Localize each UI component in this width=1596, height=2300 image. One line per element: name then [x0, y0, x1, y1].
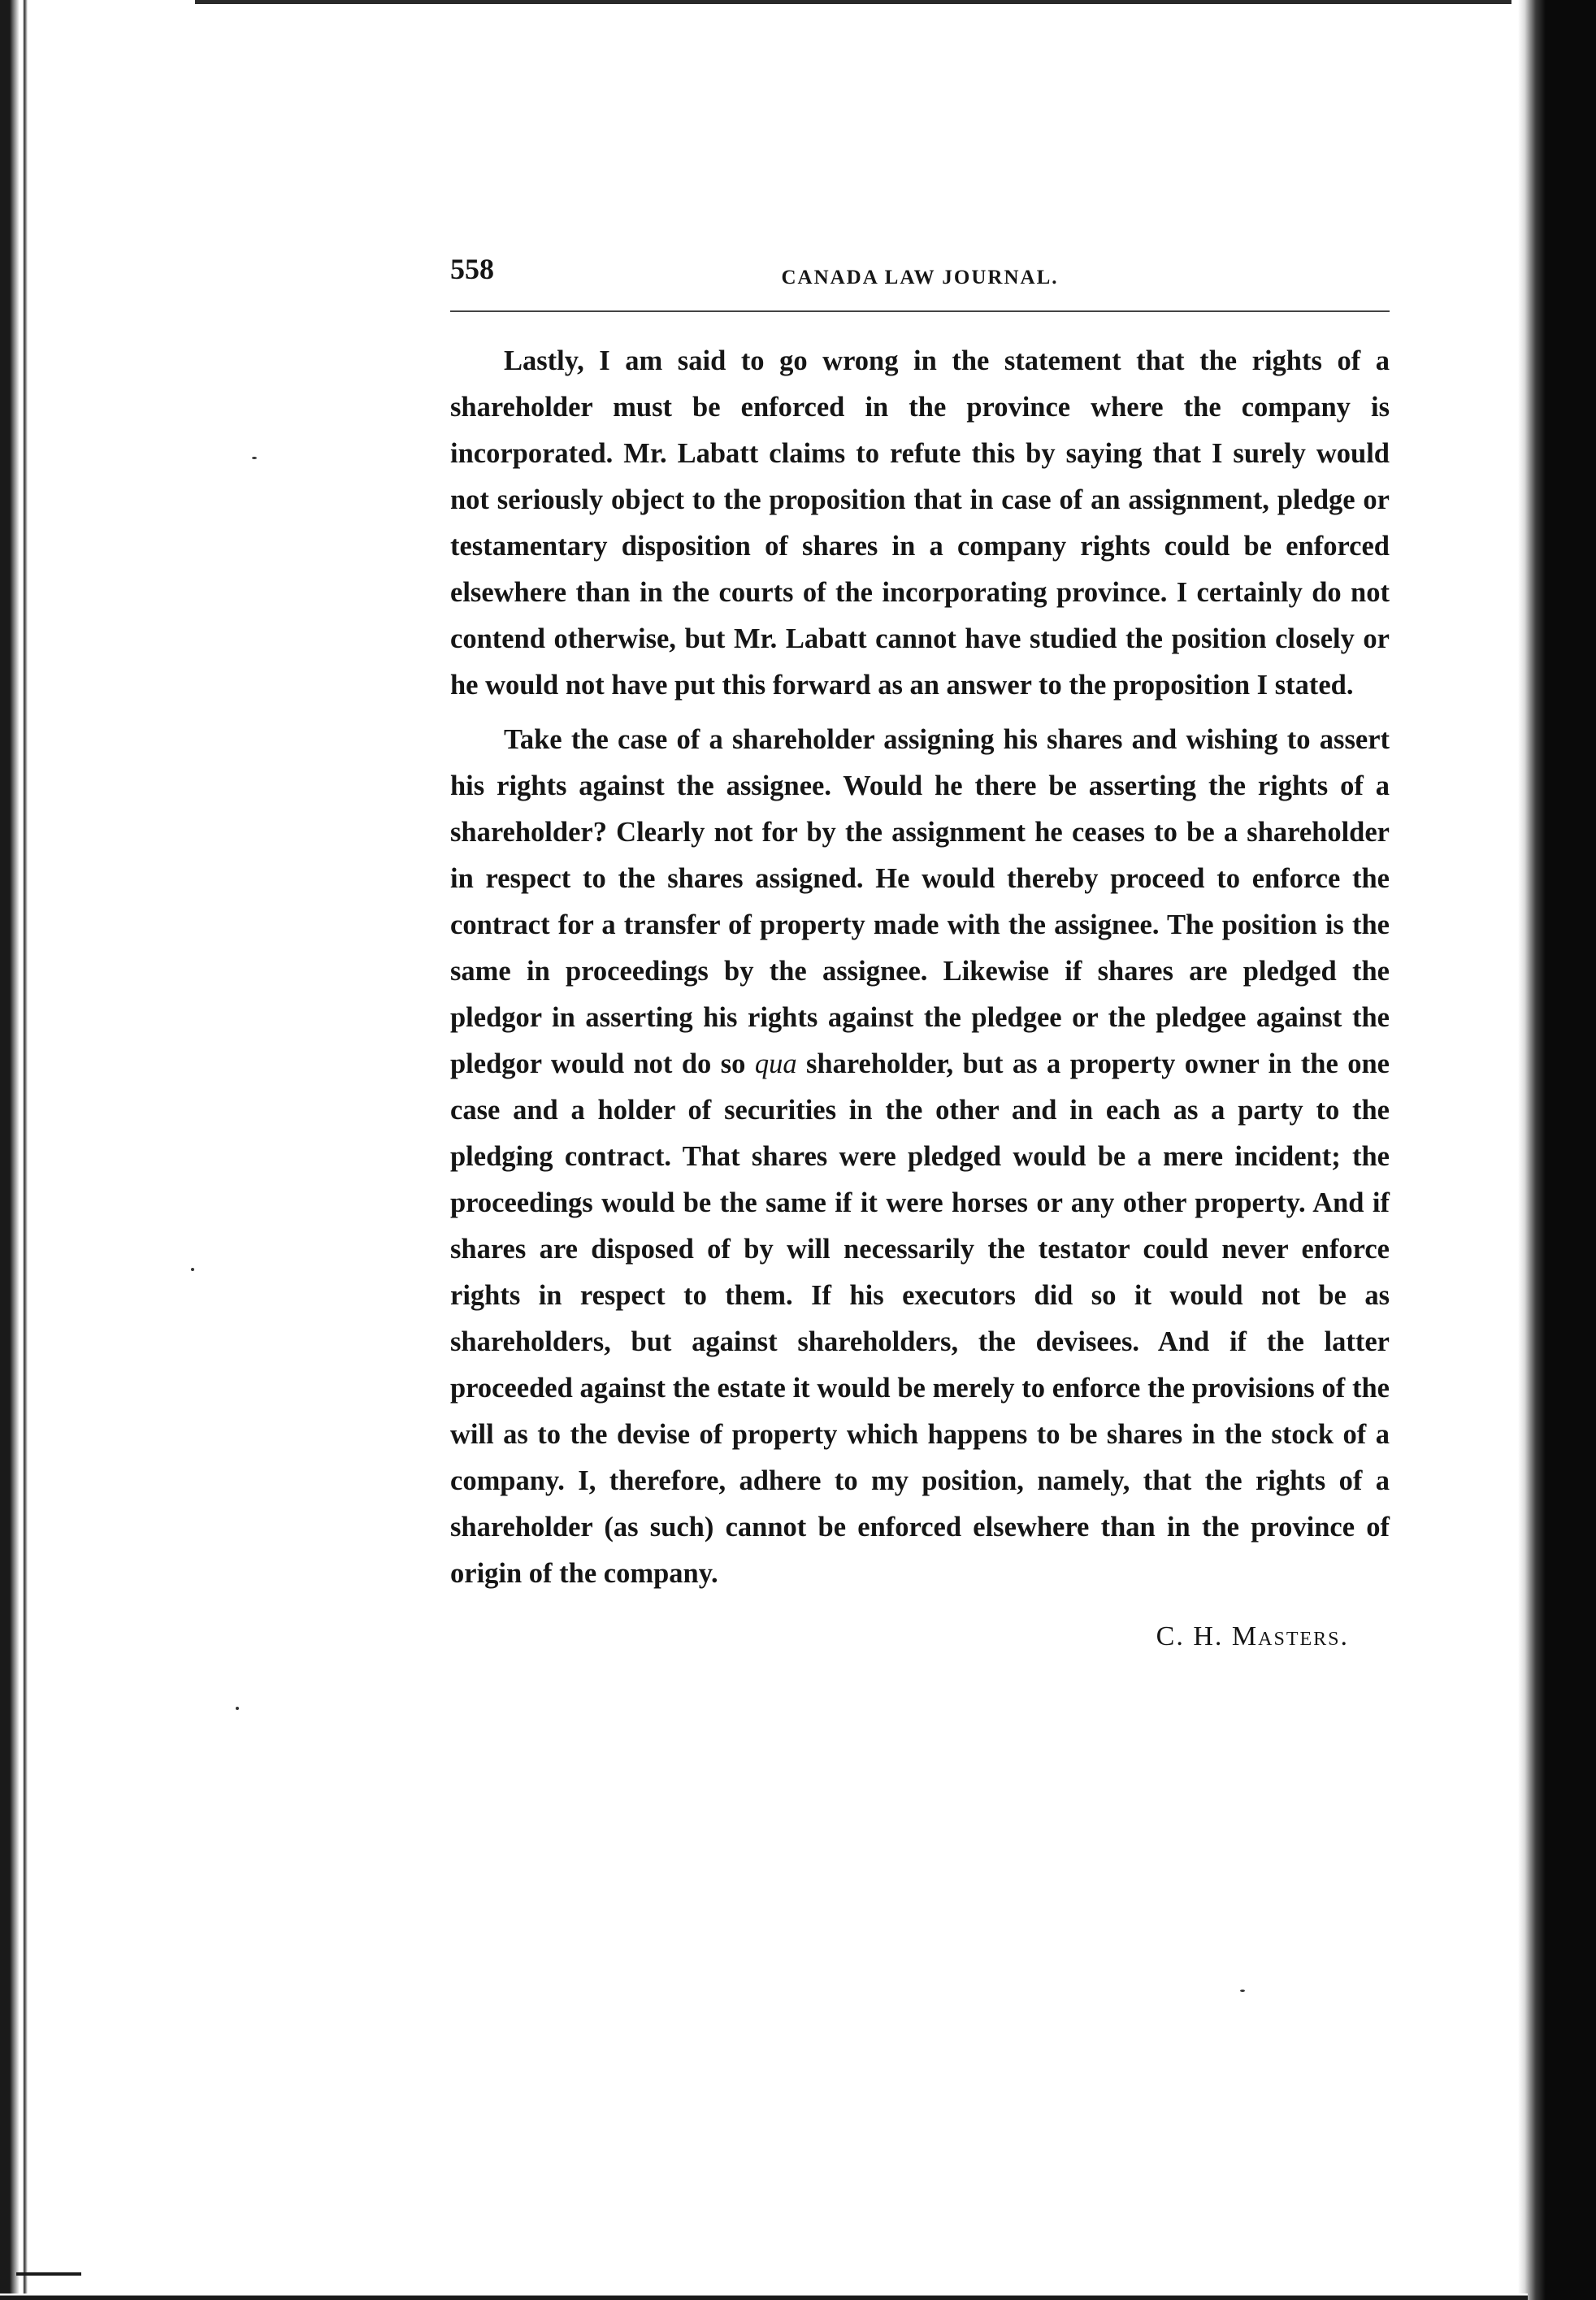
scan-speck [236, 1707, 239, 1710]
header-rule [450, 310, 1390, 312]
page-number: 558 [450, 253, 494, 285]
running-head [450, 244, 1390, 293]
body-paragraph-1: Lastly, I am said to go wrong in the statement that the rights of a shareholder must be enforced in the province where the company is incorporated. Mr. Labatt claims to refute this by saying that I surely would not seriously object to the proposition that in case of an assignment, pledge or testamentary disposition of shares in a company rights could be enforced elsewhere than in the courts of the incorporating province. I certainly do not contend otherwise, but Mr. Labatt cannot have studied the position closely or he would not have put this forward as an answer to the proposition I stated. [450, 345, 1390, 701]
journal-title: CANADA LAW JOURNAL. [781, 267, 1059, 289]
scan-speck [191, 1268, 194, 1271]
scan-right-edge [1518, 0, 1596, 2300]
journal-page [450, 244, 1390, 1652]
scan-top-edge [195, 0, 1511, 4]
body-paragraph-2 [450, 717, 1390, 1597]
paragraph-2-text-a: Take the case of a shareholder assigning his shares and wishing to assert his rights against the assignee. Would he there be asserting the rights of a shareholder? Clearly not for by the assignment he ceases to be a shareholder in respect to the shares assigned. He would thereby proceed to enforce the contract for a transfer of property made with the assignee. The position is the same in proceedings by the assignee. Likewise if shares are pledged the pledgor in asserting his rights against the pledgee or the pledgee against the pledgor would not do so [450, 724, 1390, 1079]
paragraph-2-text-b: shareholder, but as a property owner in the one case and a holder of securities in the other and in each as a party to the pledging contract. That shares were pledged would be a mere incident; the proceedings would be the same if it were horses or any other property. And if shares are disposed of by will necessarily the testator could never enforce rights in respect to them. If his executors did so it would not be as shareholders, but against shareholders, the devisees. And if the latter proceeded against the estate it would be merely to enforce the provisions of the will as to the devise of property which happens to be shares in the stock of a company. I, therefore, adhere to my position, namely, that the rights of a shareholder (as such) cannot be enforced elsewhere than in the province of origin of the company. [450, 1048, 1390, 1589]
scan-speck [1240, 1990, 1245, 1992]
scan-bottom-edge [0, 2293, 1528, 2300]
scan-speck [252, 457, 257, 459]
latin-term-qua: qua [754, 1048, 797, 1079]
scan-left-edge [0, 0, 33, 2300]
author-signature: C. H. Masters. [1156, 1621, 1349, 1651]
scan-corner-mark [16, 2272, 81, 2276]
